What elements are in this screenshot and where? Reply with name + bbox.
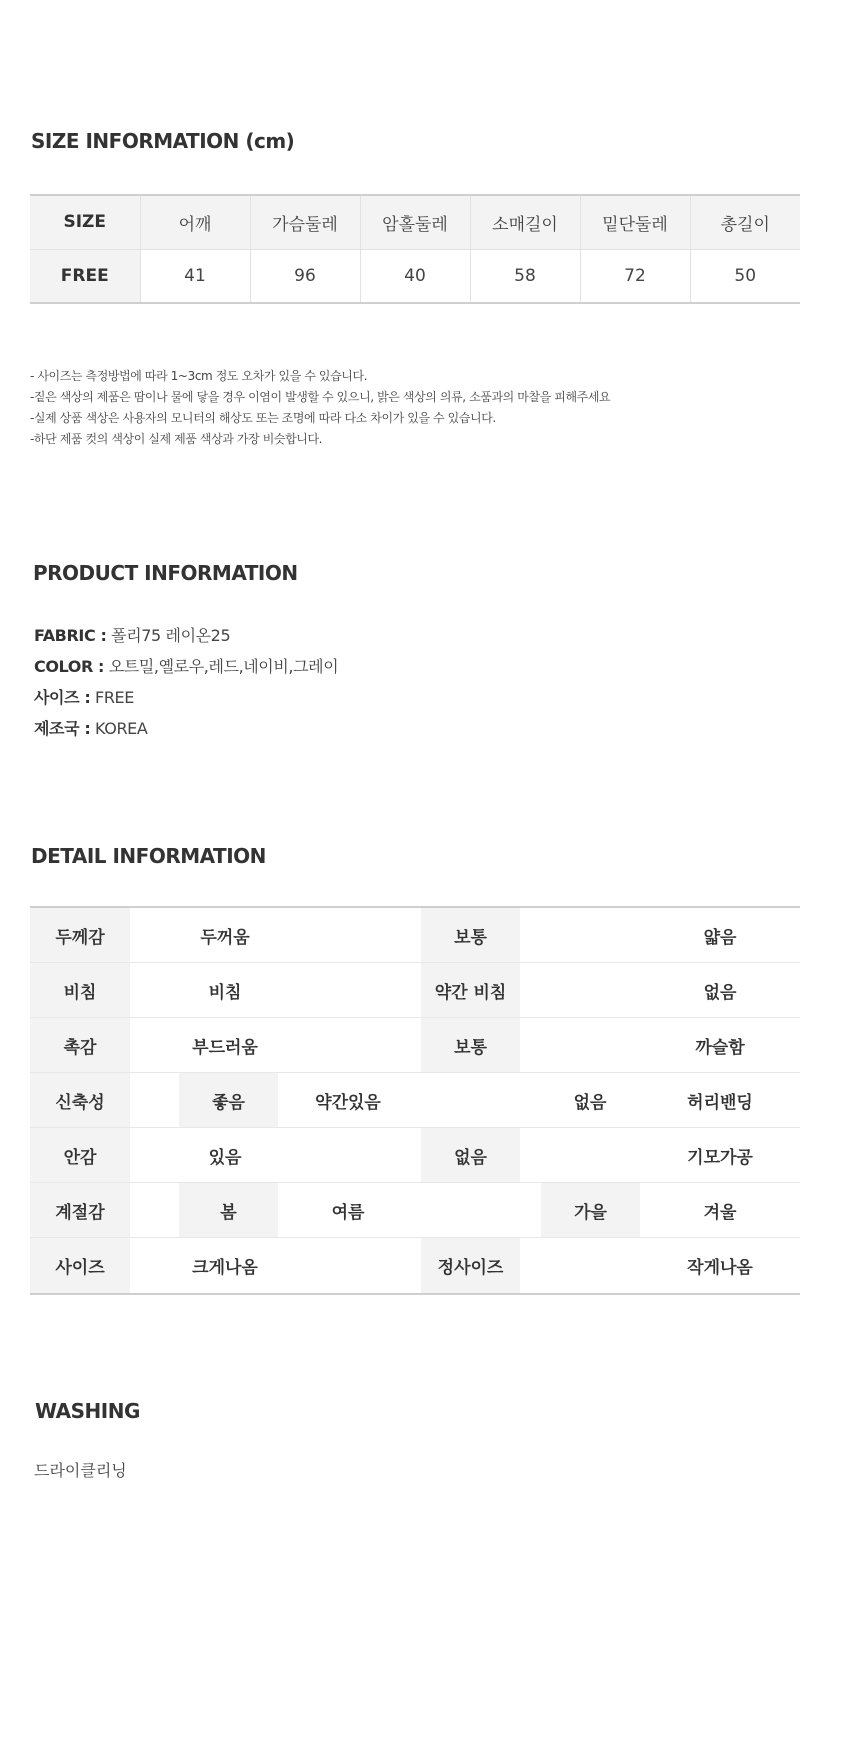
note-line: -짙은 색상의 제품은 땀이나 물에 닿을 경우 이염이 발생할 수 있으니, 밝은 색상의 의류, 소품과의 마찰을 피해주세요: [30, 390, 611, 404]
size-info-title: SIZE INFORMATION (cm): [31, 129, 295, 153]
detail-row-elasticity: [30, 1073, 800, 1128]
size-value-size: FREE: [30, 249, 140, 303]
product-info-title: PRODUCT INFORMATION: [33, 561, 298, 585]
detail-option-selected: 정사이즈: [421, 1238, 520, 1293]
product-info: [34, 620, 338, 744]
fabric-row: [34, 620, 338, 651]
washing-text: 드라이클리닝: [34, 1461, 127, 1480]
size-header-shoulder: 어깨: [140, 195, 250, 249]
size-header-armhole: 암홀둘레: [360, 195, 470, 249]
detail-label: 사이즈: [30, 1238, 130, 1293]
detail-option: 까슬함: [695, 1037, 745, 1058]
detail-label: 신축성: [30, 1073, 130, 1127]
size-label: 사이즈 :: [34, 688, 91, 707]
detail-option-selected: 약간 비침: [421, 963, 520, 1017]
detail-option: 여름: [331, 1202, 365, 1223]
size-value: FREE: [95, 688, 134, 707]
size-value-length: 50: [690, 249, 800, 303]
size-header-sleeve: 소매길이: [470, 195, 580, 249]
detail-info-title: DETAIL INFORMATION: [31, 844, 266, 868]
size-value-shoulder: 41: [140, 249, 250, 303]
detail-row-fit: [30, 1238, 800, 1293]
detail-option: 없음: [573, 1092, 607, 1113]
detail-option-selected: 봄: [179, 1183, 278, 1237]
detail-option-selected: 없음: [421, 1128, 520, 1182]
detail-label: 두께감: [30, 908, 130, 962]
detail-option-selected: 보통: [421, 908, 520, 962]
detail-option: 허리밴딩: [687, 1092, 753, 1113]
detail-label: 비침: [30, 963, 130, 1017]
size-table-header-row: [30, 195, 800, 249]
size-value-chest: 96: [250, 249, 360, 303]
note-line: -하단 제품 컷의 색상이 실제 제품 색상과 가장 비슷합니다.: [30, 432, 323, 446]
size-table: [30, 194, 800, 304]
detail-option: 겨울: [703, 1202, 737, 1223]
detail-option: 크게나옴: [192, 1258, 258, 1278]
detail-option: 없음: [703, 982, 737, 1003]
detail-label: 계절감: [30, 1183, 130, 1237]
note-line: -실제 상품 색상은 사용자의 모니터의 해상도 또는 조명에 따라 다소 차이가 있을 수 있습니다.: [30, 411, 496, 425]
size-notes: [30, 366, 810, 450]
origin-label: 제조국 :: [34, 719, 91, 738]
detail-option: 부드러움: [192, 1037, 258, 1058]
washing-title: WASHING: [35, 1399, 140, 1423]
origin-value: KOREA: [95, 719, 148, 738]
color-value: 오트밀,옐로우,레드,네이비,그레이: [108, 657, 339, 676]
size-value-armhole: 40: [360, 249, 470, 303]
detail-option: 비침: [208, 982, 242, 1003]
detail-option: 약간있음: [315, 1092, 381, 1113]
size-value-hem: 72: [580, 249, 690, 303]
color-row: [34, 651, 338, 682]
size-table-row: [30, 249, 800, 303]
detail-option-selected: 보통: [421, 1018, 520, 1072]
detail-option: 얇음: [703, 927, 737, 948]
size-header-hem: 밑단둘레: [580, 195, 690, 249]
size-header-chest: 가슴둘레: [250, 195, 360, 249]
detail-row-texture: [30, 1018, 800, 1073]
detail-row-thickness: [30, 908, 800, 963]
detail-option-selected: 좋음: [179, 1073, 278, 1127]
fabric-label: FABRIC :: [34, 626, 107, 645]
detail-option-selected: 가을: [541, 1183, 640, 1237]
note-line: - 사이즈는 측정방법에 따라 1~3cm 정도 오차가 있을 수 있습니다.: [30, 369, 368, 383]
size-row: [34, 682, 338, 713]
size-header-length: 총길이: [690, 195, 800, 249]
detail-row-sheerness: [30, 963, 800, 1018]
detail-option: 작게나옴: [687, 1258, 753, 1278]
fabric-value: 폴리75 레이온25: [111, 626, 231, 645]
size-header-size: SIZE: [30, 195, 140, 249]
detail-option: 기모가공: [687, 1147, 753, 1168]
detail-table: [30, 906, 800, 1295]
detail-option: 있음: [208, 1147, 242, 1168]
color-label: COLOR :: [34, 657, 105, 676]
detail-row-lining: [30, 1128, 800, 1183]
origin-row: [34, 713, 338, 744]
detail-label: 안감: [30, 1128, 130, 1182]
size-value-sleeve: 58: [470, 249, 580, 303]
detail-option: 두꺼움: [200, 927, 250, 948]
detail-label: 촉감: [30, 1018, 130, 1072]
detail-row-season: [30, 1183, 800, 1238]
